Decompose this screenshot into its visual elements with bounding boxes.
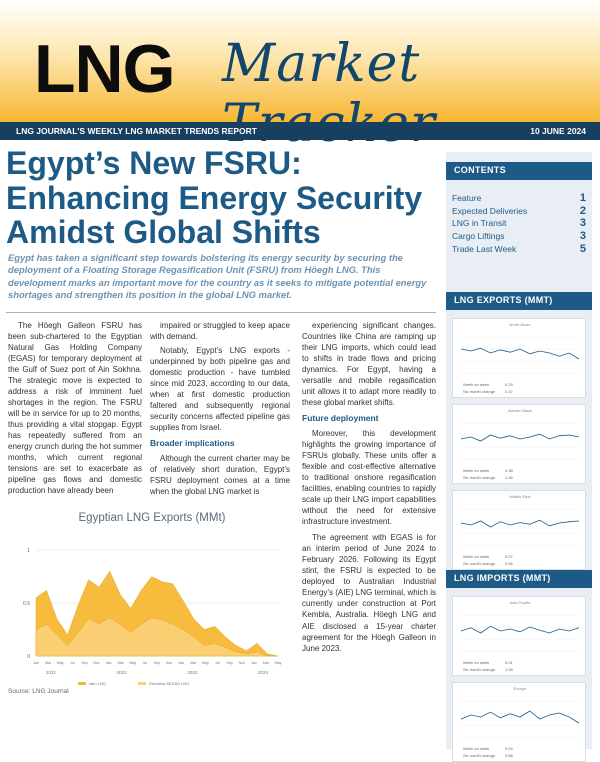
y-tick-label: 0.5 <box>23 601 30 607</box>
mini-chart-stat-label: Week on week <box>463 660 490 665</box>
toc-label: Expected Deliveries <box>452 205 528 216</box>
mini-chart-stat-value: 0.24 <box>505 746 513 751</box>
mini-chart-stat-value: 0.56 <box>505 561 513 566</box>
legend-label: Damietta SEGAS LNG <box>149 681 190 686</box>
x-tick-label: May <box>56 661 64 665</box>
mini-chart-stat-label: Week on week <box>463 554 490 559</box>
mini-chart <box>452 318 586 398</box>
mini-chart-svg <box>453 607 587 663</box>
x-tick-label: Jul <box>69 661 75 665</box>
x-tick-label: Jan <box>178 661 185 665</box>
mini-chart-stat-value: 0.29 <box>505 382 513 387</box>
mini-chart-svg <box>453 693 587 749</box>
exports-chart-svg <box>8 528 296 698</box>
x-tick-label: Jan <box>105 661 112 665</box>
toc-page: 5 <box>579 242 586 255</box>
legend-swatch <box>78 682 86 685</box>
x-tick-label: Mar <box>44 661 52 665</box>
toc-item[interactable] <box>452 230 586 243</box>
toc-page: 3 <box>579 230 586 243</box>
x-tick-label: Jul <box>215 661 220 665</box>
chart-title: Egyptian LNG Exports (MMt) <box>78 512 226 524</box>
mini-chart-line <box>461 348 579 359</box>
x-tick-label: Jan <box>250 661 257 665</box>
x-tick-label: Sep <box>226 661 233 665</box>
toc-label: Cargo Liftings <box>452 231 505 242</box>
paragraph: Moreover, this development highlights the growing importance of FSRUs globally. These units offer a flexible and cost-effective alternative to traditional onshore regasification facilities, enabling countries to rapidly scale up their LNG import capabilities without the need for extensive infrastructure investment. <box>302 428 436 527</box>
x-tick-label: Nov <box>238 661 245 665</box>
x-tick-label: Mar <box>190 661 197 665</box>
article-column-2 <box>150 320 290 510</box>
mini-chart <box>452 596 586 676</box>
section-heading: Future deployment <box>302 413 379 424</box>
mini-chart-stat-label: Six month change <box>463 667 496 672</box>
x-tick-label: Nov <box>93 661 100 665</box>
mini-chart-stat-value: 1.36 <box>505 475 513 480</box>
x-tick-label: May <box>129 661 137 665</box>
x-tick-label: Nov <box>165 661 173 665</box>
toc-item[interactable] <box>452 205 586 218</box>
mini-chart-stat-value: 0.27 <box>505 554 513 559</box>
mini-chart-svg <box>453 415 587 471</box>
x-tick-label: May <box>202 661 209 665</box>
mini-chart <box>452 490 586 570</box>
mini-chart-title: Asia Pacific <box>509 600 531 605</box>
mini-chart-stat-value: 0.31 <box>505 660 513 665</box>
mini-chart-stat-label: Week on week <box>463 468 490 473</box>
mini-chart-stat-label: Six month change <box>463 561 496 566</box>
logo-market-tracker: Market <box>222 34 421 94</box>
toc-label: Feature <box>452 193 482 204</box>
x-tick-label: Jul <box>142 661 148 665</box>
mini-chart-stat-value: 0.38 <box>505 468 513 473</box>
paragraph: The Höegh Galleon FSRU has been sub-chartered to the Egyptian Natural Gas Holding Company (EGAS) for temporary deployment at the Gulf of Suez port of Ain Sokhna. The strategic move is expected to address a risk of imminent fuel shortages in the region. The FSRU will be in service for up to 20 months, thus providing a vital stopgap. Egypt has repeatedly suffered from an energy crunch during the hot summer months, which current regional tensions are set to exacerbate as pipeline gas flows and domestic production have already been <box>8 321 142 496</box>
masthead <box>0 0 600 122</box>
mini-chart <box>452 404 586 484</box>
toc-item[interactable] <box>452 192 586 205</box>
legend-swatch <box>138 682 146 685</box>
article-column-3 <box>302 320 436 700</box>
mini-chart-stat-label: Six month change <box>463 389 496 394</box>
article-lead: Egypt has taken a significant step towards bolstering its energy security by securing the deployment of a Floating Storage Regasification Unit (FSRU) from Höegh LNG. This development marks an important move for the country as it seeks to mitigate potential energy shortages and strengthen its position in the global LNG market. <box>8 252 427 301</box>
toc-label: LNG in Transit <box>452 218 507 229</box>
toc-page: 1 <box>579 192 586 205</box>
paragraph: impaired or struggled to keep apace with demand. <box>150 321 290 342</box>
mini-chart-stat-value: 0.47 <box>505 389 513 394</box>
x-tick-label: Mar <box>262 661 270 665</box>
x-tick-label: Sep <box>81 661 88 665</box>
legend-label: Idku LNG <box>89 681 106 686</box>
article-title: Egypt’s New FSRU: Enhancing Energy Security Amidst Global Shifts <box>6 145 423 251</box>
mini-chart-svg <box>453 329 587 385</box>
mini-chart-title: North Basin <box>509 322 531 327</box>
year-label: 2024 <box>257 670 269 675</box>
imports-header: LNG IMPORTS (MMT) <box>446 570 592 588</box>
paragraph: experiencing significant changes. Countries like China are ramping up their LNG imports, which could lead to shifts in trade flows and pricing dynamics. For Egypt, having a versatile and mobile regasification unit allows it to adapt more readily to these global market shifts. <box>302 321 436 408</box>
year-label: 2023 <box>187 670 198 675</box>
exports-chart <box>8 512 296 702</box>
report-subtitle: LNG JOURNAL'S WEEKLY LNG MARKET TRENDS REPORT <box>16 126 257 136</box>
mini-chart-stat-label: Six month change <box>463 753 496 758</box>
contents-header: CONTENTS <box>446 162 592 180</box>
toc-item[interactable] <box>452 217 586 230</box>
mini-chart-title: Europe <box>513 686 527 691</box>
y-tick-label: 1 <box>27 548 30 554</box>
mini-chart-stat-label: Six month change <box>463 475 496 480</box>
chart-source: Source: LNG Journal <box>8 688 69 695</box>
x-tick-label: Sep <box>153 661 161 665</box>
mini-chart-stat-value: 0.88 <box>505 753 513 758</box>
mini-chart-stat-value: 1.05 <box>505 667 513 672</box>
sidebar <box>446 152 592 758</box>
table-of-contents <box>452 192 586 255</box>
report-date: 10 JUNE 2024 <box>530 126 586 136</box>
x-tick-label: May <box>274 661 282 665</box>
mini-chart-svg <box>453 501 587 557</box>
mini-chart-title: Middle East <box>509 494 531 499</box>
article-column-1 <box>8 320 142 496</box>
mini-chart <box>452 682 586 762</box>
x-tick-label: Jan <box>33 661 39 665</box>
logo-lng: LNG <box>34 31 175 107</box>
toc-label: Trade Last Week <box>452 243 517 254</box>
y-tick-label: 0 <box>27 654 30 660</box>
paragraph: The agreement with EGAS is for an interim period of June 2024 to February 2026. Following its Egypt stint, the FSRU is expected to be deployed to Australian Industrial Energy’s (AIE) LNG terminal, which is currently under construction at Port Kembla, Australia. Höegh LNG and AIE disclosed a 15-year charter agreement for the Höegh Galleon in June 2023. <box>302 533 436 653</box>
year-label: 2022 <box>116 670 127 675</box>
divider <box>6 312 436 313</box>
toc-item[interactable] <box>452 242 586 255</box>
year-label: 2021 <box>45 670 57 675</box>
exports-header: LNG EXPORTS (MMT) <box>446 292 592 310</box>
toc-page: 3 <box>579 217 586 230</box>
paragraph: Notably, Egypt’s LNG exports - underpinned by both pipeline gas and domestic production - have tumbled since mid 2023, according to our data, when at first domestic production faltered and subsequently regional security concerns affected pipeline gas supplies from Israel. <box>150 346 290 433</box>
x-tick-label: Mar <box>117 661 124 665</box>
mini-chart-stat-label: Week on week <box>463 382 490 387</box>
report-bar <box>0 122 600 140</box>
section-heading: Broader implications <box>150 438 235 449</box>
paragraph: Although the current charter may be of relatively short duration, Egypt’s FSRU deployment comes at a time when the global LNG market is <box>150 454 290 497</box>
mini-chart-title: Atlantic Basin <box>507 408 533 413</box>
mini-chart-stat-label: Week on week <box>463 746 490 751</box>
toc-page: 2 <box>579 204 586 217</box>
